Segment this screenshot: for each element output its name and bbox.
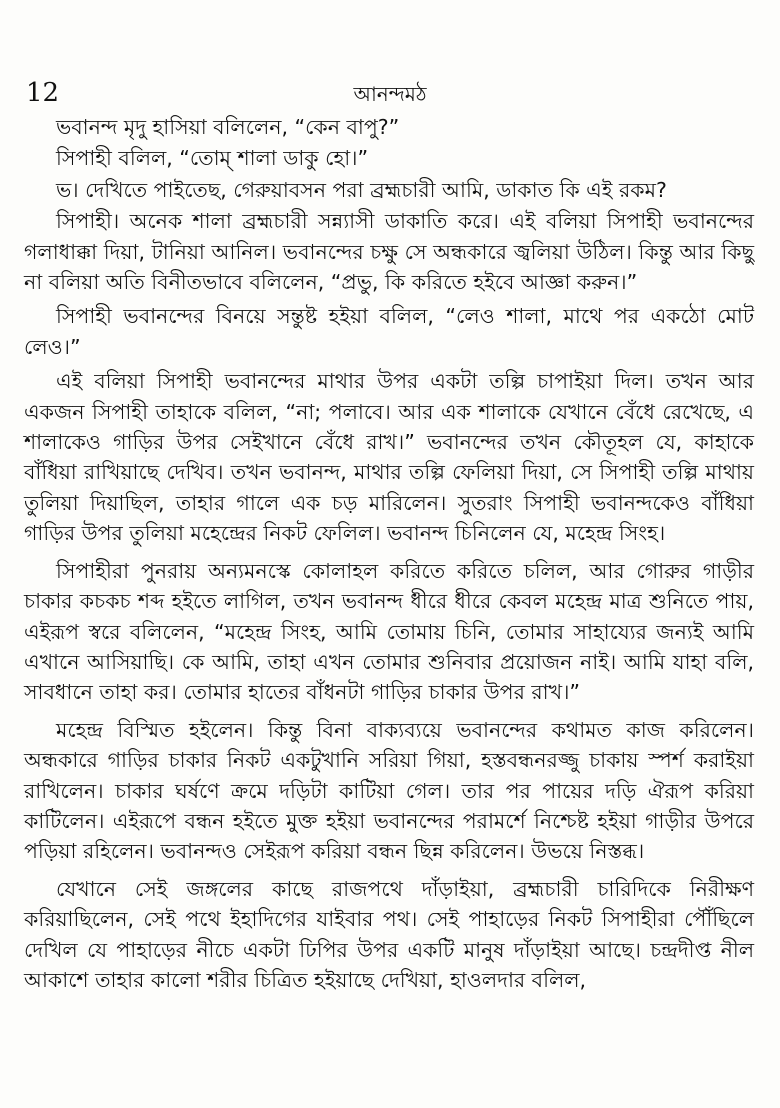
running-title: আনন্দমঠ [353, 82, 427, 106]
paragraph: সিপাহী ভবানন্দের বিনয়ে সন্তুষ্ট হইয়া বলিল, “লেও শালা, মাথে পর একঠো মোট লেও।” [24, 304, 754, 359]
paragraph: মহেন্দ্র বিস্মিত হইলেন। কিন্তু বিনা বাক্যব্যয়ে ভবানন্দের কথামত কাজ করিলেন। অন্ধকারে গাড়ির চাকার নিকট একটুখানি সরিয়া গিয়া, হস্তবন্ধনরজ্জু চাকায় স্পর্শ করাইয়া রাখিলেন। চাকার ঘর্ষণে ক্রমে দড়িটা কাটিয়া গেল। তার পর পায়ের দড়ি ঐরূপ করিয়া কাটিলেন। এইরূপে বন্ধন হইতে মুক্ত হইয়া ভবানন্দের পরামর্শে নিশ্চেষ্ট হইয়া গাড়ীর উপরে পড়িয়া রহিলেন। ভবানন্দও সেইরূপ করিয়া বন্ধন ছিন্ন করিলেন। উভয়ে নিস্তব্ধ। [24, 717, 754, 864]
paragraph: ভবানন্দ মৃদু হাসিয়া বলিলেন, “কেন বাপু?” [56, 115, 400, 139]
paragraph: যেখানে সেই জঙ্গলের কাছে রাজপথে দাঁড়াইয়া, ব্রহ্মচারী চারিদিকে নিরীক্ষণ করিয়াছিলেন, সেই পথে ইহাদিগের যাইবার পথ। সেই পাহাড়ের নিকট সিপাহীরা পৌঁছিলে দেখিল যে পাহাড়ের নীচে একটা ঢিপির উপর একটি মানুষ দাঁড়াইয়া আছে। চন্দ্রদীপ্ত নীল আকাশে তাহার কালো শরীর চিত্রিত হইয়াছে দেখিয়া, হাওলদার বলিল, [24, 876, 754, 992]
page-number: 12 [26, 78, 60, 108]
paragraph: সিপাহী বলিল, “তোম্ শালা ডাকু হো।” [56, 146, 369, 171]
body-text [24, 112, 754, 999]
paragraph: সিপাহী। অনেক শালা ব্রহ্মচারী সন্ন্যাসী ডাকাতি করে। এই বলিয়া সিপাহী ভবানন্দের গলাধাক্কা দিয়া, টানিয়া আনিল। ভবানন্দের চক্ষু সে অন্ধকারে জ্বলিয়া উঠিল। কিন্তু আর কিছু না বলিয়া অতি বিনীতভাবে বলিলেন, “প্রভু, কি করিতে হইবে আজ্ঞা করুন।” [24, 209, 754, 295]
paragraph: সিপাহীরা পুনরায় অন্যমনস্কে কোলাহল করিতে করিতে চলিল, আর গোরুর গাড়ীর চাকার কচকচ শব্দ হইতে লাগিল, তখন ভবানন্দ ধীরে ধীরে কেবল মহেন্দ্র মাত্র শুনিতে পায়, এইরূপ স্বরে বলিলেন, “মহেন্দ্র সিংহ, আমি তোমায় চিনি, তোমার সাহায্যের জন্যই আমি এখানে আসিয়াছি। কে আমি, তাহা এখন তোমার শুনিবার প্রয়োজন নাই। আমি যাহা বলি, সাবধানে তাহা কর। তোমার হাতের বাঁধনটা গাড়ির চাকার উপর রাখ।” [24, 558, 754, 705]
paragraph: এই বলিয়া সিপাহী ভবানন্দের মাথার উপর একটা তল্পি চাপাইয়া দিল। তখন আর একজন সিপাহী তাহাকে বলিল, “না; পলাবে। আর এক শালাকে যেখানে বেঁধে রেখেছে, এ শালাকেও গাড়ির উপর সেইখানে বেঁধে রাখ।” ভবানন্দের তখন কৌতূহল যে, কাহাকে বাঁধিয়া রাখিয়াছে দেখিব। তখন ভবানন্দ, মাথার তল্পি ফেলিয়া দিয়া, সে সিপাহী তল্পি মাথায় তুলিয়া দিয়াছিল, তাহার গালে এক চড় মারিলেন। সুতরাং সিপাহী ভবানন্দকেও বাঁধিয়া গাড়ির উপর তুলিয়া মহেন্দ্রের নিকট ফেলিল। ভবানন্দ চিনিলেন যে, মহেন্দ্র সিংহ। [24, 369, 754, 546]
paragraph: ভ। দেখিতে পাইতেছ, গেরুয়াবসন পরা ব্রহ্মচারী আমি, ডাকাত কি এই রকম? [56, 177, 667, 202]
page-header [26, 78, 754, 112]
